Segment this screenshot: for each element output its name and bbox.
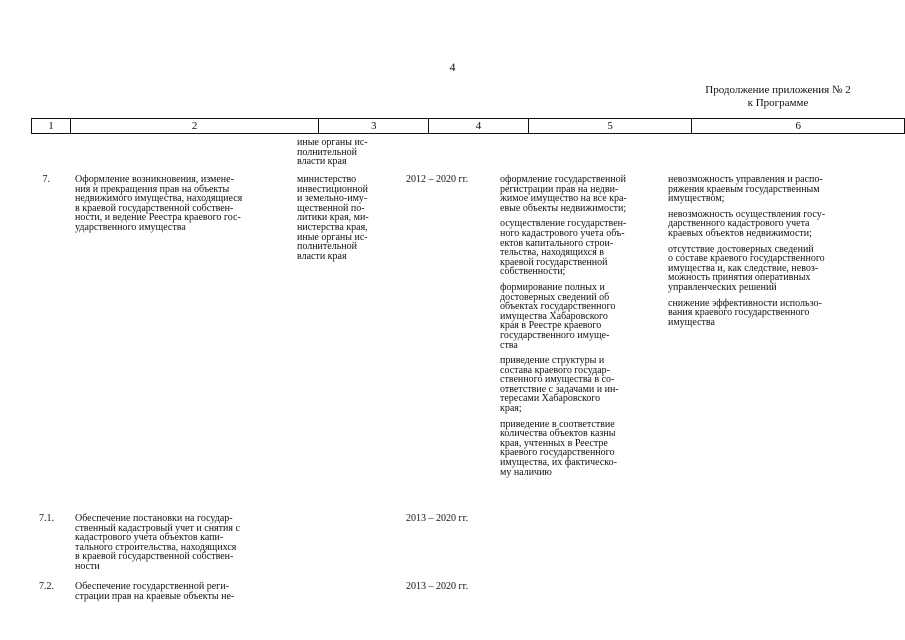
column-header-6: 6 <box>692 119 905 134</box>
row-7-description: Оформление возникновения, измене- ния и прекращения прав на объекты недвижимого имущества, находящиеся в краевой государственной собствен- ности, и ведение Реестра краевого гос- ударственного имущества <box>75 174 243 233</box>
row-7-1-number: 7.1. <box>39 513 54 524</box>
annex-line-2: к Программе <box>747 97 809 109</box>
row-7-executors: министерство инвестиционной и земельно-иму- щественной по- литики края, ми- нистерства края, иные органы ис- полнительной власти края <box>297 174 369 262</box>
row-7-result-3: формирование полных и достоверных сведений об объектах государственного имущества Хабаровского края в Реестре краевого государственного имуще- ства <box>500 281 616 351</box>
row-7-risk-1: невозможность управления и распо- ряжения краевым государственным имуществом; <box>668 174 823 205</box>
row-7-risk-3: отсутствие достоверных сведений о составе краевого государственного имущества и, как следствие, невоз- можность принятия оперативных управленческих решений <box>668 243 825 293</box>
row-7-2-period: 2013 – 2020 гг. <box>406 581 469 592</box>
row-7-risk-4: снижение эффективности использо- вания краевого государственного имущества <box>668 297 822 328</box>
row-7-period: 2012 – 2020 гг. <box>406 174 469 185</box>
annex-line-1: Продолжение приложения № 2 <box>705 84 851 96</box>
column-header-5: 5 <box>528 119 692 134</box>
row-7-1-period: 2013 – 2020 гг. <box>406 513 469 524</box>
row-7-2-number: 7.2. <box>39 581 54 592</box>
row-7-risks <box>668 175 878 333</box>
column-header-4: 4 <box>429 119 529 134</box>
row-7-result-5: приведение в соответствие количества объектов казны края, учтенных в Реестре краевого государственного имущества, их фактическо- му наличию <box>500 418 617 478</box>
row-7-result-2: осуществление государствен- ного кадастрового учета объ- ектов капитального строи- тельства, находящихся в краевой государственной собственности; <box>500 218 627 278</box>
row-7-1-description: Обеспечение постановки на государ- ственный кадастровый учет и снятия с кадастрового учета объектов капи- тального строительства, находящихся в краевой государственной собствен- ности <box>75 513 240 572</box>
row-7-risk-2: невозможность осуществления госу- дарственного кадастрового учета краевых объектов недвижимости; <box>668 208 826 239</box>
row-7-2-description: Обеспечение государственной реги- страции прав на краевые объекты не- <box>75 581 235 602</box>
column-header-row <box>32 119 905 134</box>
column-header-3: 3 <box>319 119 429 134</box>
column-header-1: 1 <box>32 119 71 134</box>
row-7-result-4: приведение структуры и состава краевого государ- ственного имущества в со- ответствие с задачами и ин- тересами Хабаровского края; <box>500 355 619 415</box>
carryover-executors: иные органы ис- полнительной власти края <box>297 137 368 168</box>
column-header-2: 2 <box>70 119 318 134</box>
row-7-results <box>500 175 660 483</box>
annex-caption <box>680 84 876 110</box>
row-7-number: 7. <box>42 174 50 185</box>
page-number: 4 <box>449 60 456 74</box>
row-7-result-1: оформление государственной регистрации прав на недви- жимое имущество на все кра- евые объекты недвижимости; <box>500 174 627 214</box>
column-header-table <box>31 118 905 134</box>
